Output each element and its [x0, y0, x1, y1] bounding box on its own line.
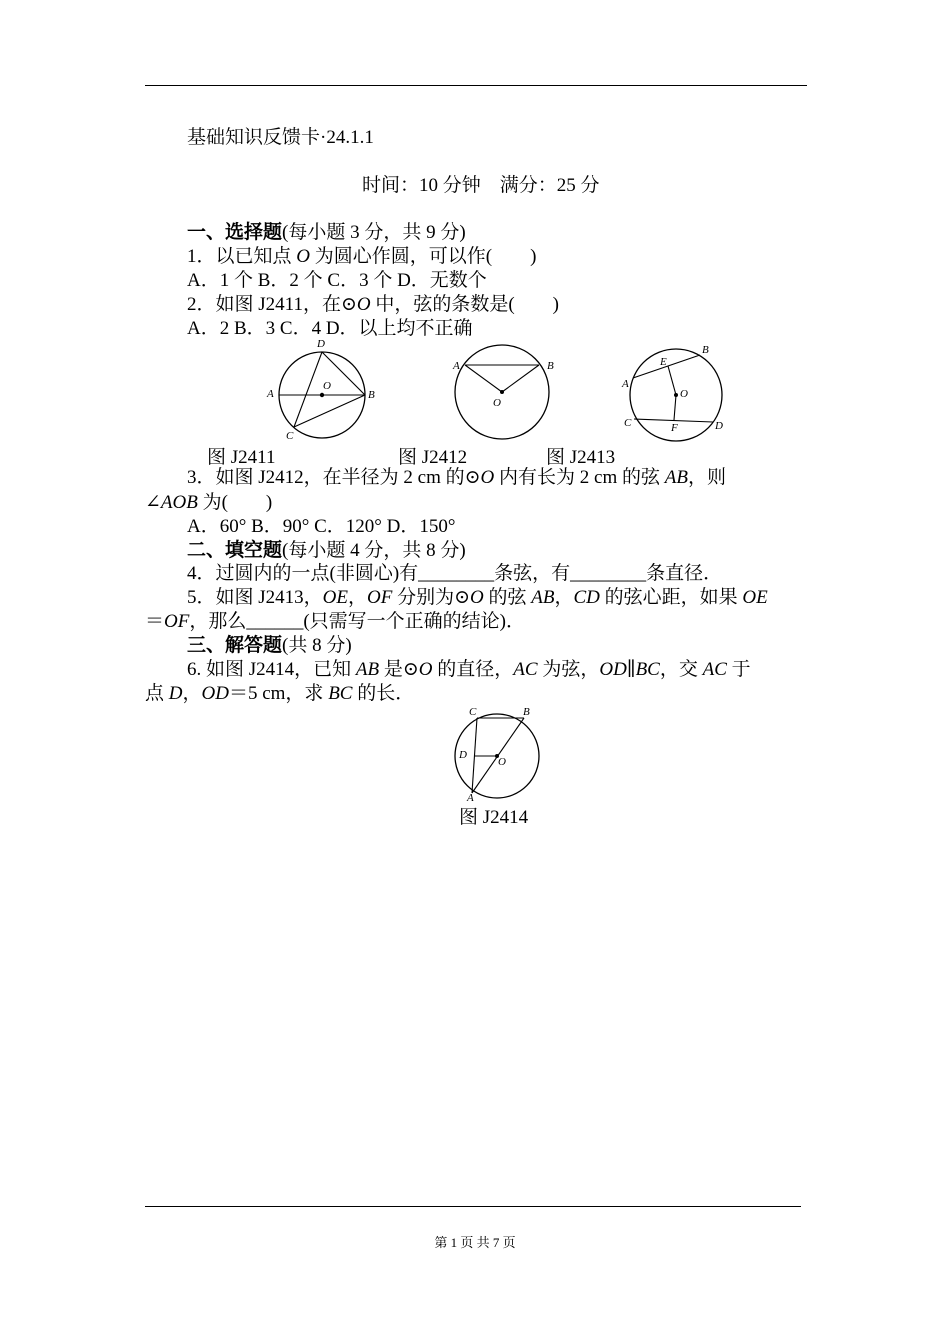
section2-heading: 二、填空题: [187, 540, 283, 561]
caption-j2412: 图 J2412: [398, 447, 468, 468]
page-title: 基础知识反馈卡·24.1.1: [187, 127, 374, 148]
f3-label-d: D: [715, 420, 723, 432]
question-2: [187, 293, 559, 317]
f3-label-o: O: [680, 388, 688, 400]
time-label: 时间：10 分钟: [362, 175, 481, 196]
figure-j2413: [616, 335, 736, 445]
f4-label-a: A: [467, 792, 474, 804]
question-6-line1: 6. 如图 J2414，已知 AB 是⊙O 的直径，AC 为弦，OD∥BC，交 AC 于: [187, 659, 751, 680]
top-rule: [145, 85, 807, 86]
section3-note: (共 8 分): [282, 635, 352, 656]
question-5-line1: 5．如图 J2413，OE，OF 分别为⊙O 的弦 AB，CD 的弦心距，如果 OE: [187, 587, 768, 608]
figure-j2414: [447, 703, 557, 803]
f3-label-b: B: [702, 344, 709, 356]
section3-heading: 三、解答题: [187, 635, 283, 656]
section1-header: [187, 221, 466, 245]
f1-label-c: C: [286, 430, 294, 442]
figure-j2411: [262, 335, 382, 445]
f4-label-b: B: [523, 706, 530, 718]
f3-label-a: A: [622, 378, 629, 390]
f2-label-o: O: [493, 397, 501, 409]
q2-var: O: [356, 294, 371, 315]
figure-j2412: [443, 335, 563, 445]
caption-j2411: 图 J2411: [207, 447, 276, 468]
caption-j2413: 图 J2413: [546, 447, 616, 468]
q1-var: O: [296, 246, 310, 267]
question-3-options: A．60° B．90° C．120° D．150°: [187, 516, 456, 537]
q1-text-end: 为圆心作圆，可以作( ): [310, 246, 537, 267]
section1-note: (每小题 3 分，共 9 分): [282, 222, 466, 243]
caption-j2414: 图 J2414: [459, 807, 529, 828]
f2-label-b: B: [547, 360, 554, 372]
f4-label-d: D: [459, 749, 467, 761]
q1-text: 1．以已知点: [187, 246, 297, 267]
f3-label-c: C: [624, 417, 632, 429]
section1-heading: 一、选择题: [187, 222, 283, 243]
f1-label-a: A: [267, 388, 274, 400]
question-6-line2: 点 D，OD＝5 cm，求 BC 的长．: [145, 683, 415, 704]
page-footer: 第 1 页 共 7 页: [434, 1235, 516, 1250]
exam-meta: [362, 174, 600, 198]
f1-label-o: O: [323, 380, 331, 392]
question-4: 4．过圆内的一点(非圆心)有________条弦，有________条直径．: [187, 563, 723, 584]
section2-header: [187, 539, 466, 563]
question-1-options: A．1 个 B．2 个 C．3 个 D．无数个: [187, 270, 487, 291]
question-3-line1: 3．如图 J2412，在半径为 2 cm 的⊙O 内有长为 2 cm 的弦 AB，则: [187, 467, 726, 488]
question-5-line2: ＝OF，那么______(只需写一个正确的结论)．: [145, 611, 525, 632]
f2-label-a: A: [453, 360, 460, 372]
question-1: [187, 245, 536, 269]
f1-label-b: B: [368, 389, 375, 401]
score-label: 满分：25 分: [499, 175, 600, 196]
f1-label-d: D: [317, 338, 325, 350]
f3-label-f: F: [671, 422, 678, 434]
f4-label-o: O: [498, 756, 506, 768]
bottom-rule: [145, 1206, 801, 1207]
q2-text: 2．如图 J2411，在⊙: [187, 294, 357, 315]
q2-text-end: 中，弦的条数是( ): [370, 294, 559, 315]
section2-note: (每小题 4 分，共 8 分): [282, 540, 466, 561]
f4-label-c: C: [469, 706, 477, 718]
question-3-line2: ∠AOB 为( ): [145, 492, 273, 513]
question-2-options: A．2 B．3 C．4 D．以上均不正确: [187, 318, 473, 339]
f3-label-e: E: [660, 356, 667, 368]
section3-header: [187, 634, 352, 658]
